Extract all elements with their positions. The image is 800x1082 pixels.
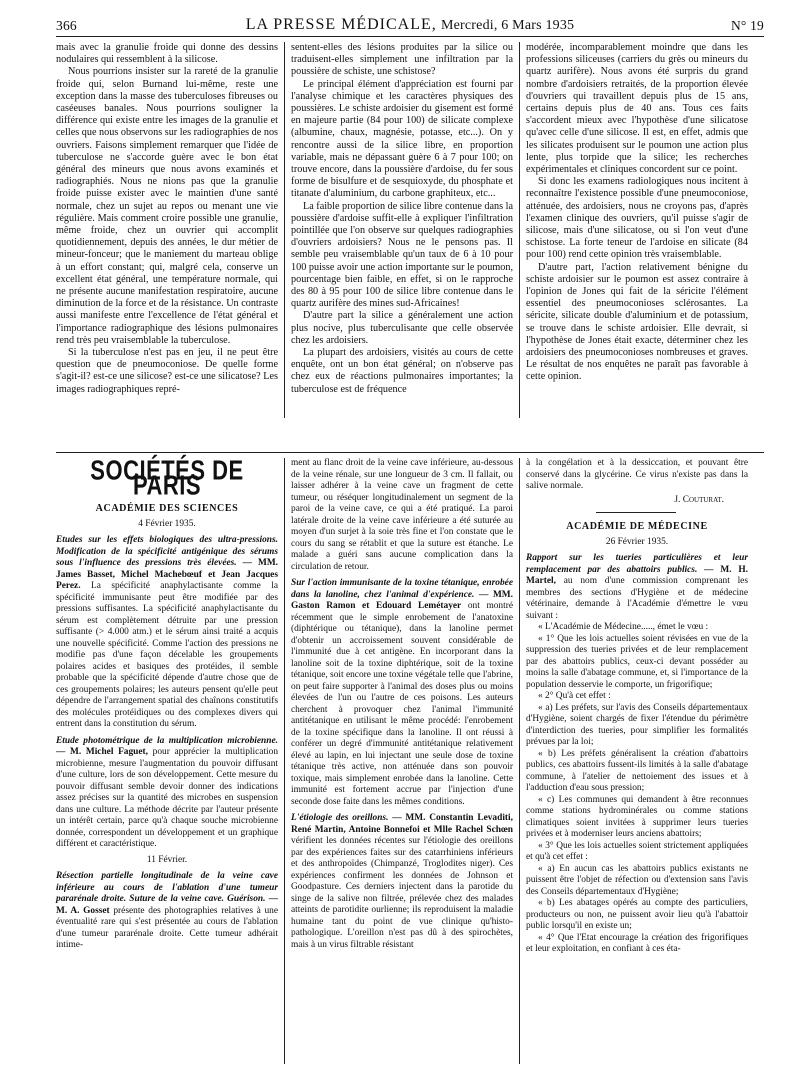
column-divider bbox=[519, 42, 520, 418]
section-title: SOCIÉTÉS DE PARIS bbox=[90, 454, 244, 500]
article-authors: — MM. Gaston Ramon et Edouard Lemétayer bbox=[291, 589, 513, 611]
signature: J. Couturat. bbox=[674, 494, 724, 505]
article-text: La spécificité anaphylactisante comme la spécificité immunisante peut être modifiée par des pressions suffisantes. La spécificité anaphylactisante du sérum est complètement détruite par une pression suffisante (> 4.000 atm.) et le sérum ainsi traité a acquis une nouvelle spécificité. Comme l'action des pressions ne modifie pas d'une façon décelable les groupements polaires acides et basiques des protéides, il semble probable que la spécificité dépende d'autre chose que de ces groupements polaires; les auteurs pensent qu'elle peut dépendre de l'arrangement spatial des chaînons constitutifs des molécules protéidiques ou des complexes divers qui entrent dans la constitution du sérum. bbox=[56, 581, 279, 729]
article-authors: — M. A. Gosset bbox=[56, 894, 279, 916]
article-text: pour apprécier la multiplication microbienne, mesure l'augmentation du pouvoir diffusant d'une culture, lors de son développement. Cette mesure du pouvoir diffusant semble devoir donner des indications assez précises sur la quantité des microbes en suspension dans une culture. La méthode décrite par l'auteur présente un intérêt certain, parce qu'à chaque souche microbienne donnée, correspondent un développement et un graphique différent et caractéristique. bbox=[56, 747, 279, 849]
paragraph: Le principal élément d'appréciation est fourni par l'analyse chimique et les caractères physiques des poussières. Le schiste ardoisier du gisement est formé en majeure partie (84 pour 100) de silicate complexe (albumine, chaux, magnésie, potasse, etc...). On y rencontre aussi de la silice libre, en proportion variable, mais ne dépassant guère 6 à 7 pour 100; on trouve encore, dans la poussière d'ardoise, du fer sous forme de bisulfure et de sesquioxyde, du phosphate et titanate d'aluminium, du carbone graphiteux, etc... bbox=[291, 78, 513, 200]
list-item: « 2° Qu'à cet effet : bbox=[538, 691, 611, 701]
bottom-column-1 bbox=[56, 456, 278, 952]
paragraph: Si donc les examens radiologiques nous incitent à reconnaître l'existence possible d'une pneumoconiose, atténuée, des ardoisiers, nous ne croyons pas, d'après l'examen clinique des ouvriers, qu'il puisse s'agir de silicose, mais d'une silicatose, ou si l'on veut d'une schistose. La forte teneur de l'ardoise en silicate (84 pour 100) rend cette opinion très vraisemblable. bbox=[526, 176, 748, 261]
list-item: « c) Les communes qui demandent à être reconnues comme stations hydrominérales ou comme stations climatiques soient invitées à supprimer leurs tueries privées et à moderniser leurs anciens abattoirs; bbox=[526, 794, 748, 839]
bottom-column-2 bbox=[291, 458, 513, 951]
article-5-continued: à la congélation et à la dessiccation, et pouvant être conservé dans la glycérine. Ce virus n'existe pas dans la salive normale. bbox=[526, 458, 748, 491]
article-text: présente des photographies relatives à une éventualité rare qui s'est présentée au cours de l'ablation d'une tumeur pararénale droite. Cette tumeur adhérait intime- bbox=[56, 905, 278, 950]
header-rule bbox=[56, 36, 764, 37]
article-1 bbox=[526, 553, 748, 622]
article-text: vérifient les données récentes sur l'étiologie des oreillons par des expériences faites sur des catarrhiniens inférieurs et des anthropoïdes (Chimpanzé, Troglodites niger). Ces expériences confirment les données de Johnson et Goodpasture. Ces derniers injectent dans la parotide du singe de la salive non filtrée, prélevée chez des malades atteints de parotidite ourlienne; ils reproduisent la maladie humaine tant du point de vue clinique qu'histo-pathologique. L'oreillon n'est pas dû à des spirochètes, mais à un virus filtrable résistant bbox=[291, 836, 513, 950]
article-2 bbox=[56, 736, 278, 851]
article-authors: — MM. Constantin Levaditi, René Martin, Antoine Bonnefoi et Mlle Rachel Schœn bbox=[291, 813, 513, 835]
column-divider bbox=[284, 458, 285, 1064]
list-item: « b) Les abatages opérés au compte des particuliers, producteurs ou non, ne puissent avoir lieu qu'à l'abattoir public lorsqu'il en existe un; bbox=[526, 898, 748, 931]
article-3-continued: ment au flanc droit de la veine cave inférieure, au-dessous de la veine rénale, sur une longueur de 3 cm. Il fallait, ou laisser adhérer à la veine cave un fragment de cette tumeur, ou réséquer longitudinalement un segment de la paroi de la veine cave, ce qui a été pratiqué. La paroi latérale droite de la veine cave inférieure a été suturée au moyen d'un surjet à la soie très fine et l'on constate que le cours du sang se rétablit et que la suture est étanche. Le malade a guéri sans aucune complication dans la circulation de retour. bbox=[291, 458, 513, 572]
issue-date: Mercredi, 6 Mars 1935 bbox=[440, 18, 575, 33]
paragraph: D'autre part, l'action relativement bénigne du schiste ardoisier sur le poumon est assez contraire à l'opinion de Jones qui fait de la séricite l'élément essentiel des pneumoconioses sclérosantes. La séricite, silicate double d'aluminium et de potassium, se trouve dans le schiste ardoisier. Elle devrait, si l'hypothèse de Jones était exacte, déterminer chez les ardoisiers des pneumoconioses nombreuses et graves. Le résultat de nos enquêtes ne paraît pas favorable à cette opinion. bbox=[526, 261, 748, 383]
list-item: « b) Les préfets généralisent la création d'abattoirs publics, ces abattoirs fussent-ils limités à la salle d'abatage commune, à l'atelier de nettoiement des issues et à l'adduction d'eau sous pression; bbox=[526, 748, 748, 793]
page-number: 366 bbox=[56, 18, 77, 33]
article-text: au nom d'une commission comprenant les membres des sections d'Hygiène et de médecine vétérinaire, demande à l'Académie d'émettre le vœu suivant : bbox=[526, 576, 748, 621]
session-date: 4 Février 1935. bbox=[138, 518, 196, 529]
paragraph: La faible proportion de silice libre contenue dans la poussière d'ardoise suffit-elle à expliquer l'infiltration pointillée que l'on observe sur quelques radiographies d'ouvriers ardoisiers? Nous ne le pensons pas. Il semble peu vraisemblable qu'un taux de 6 à 10 pour 100 puisse avoir une action importante sur le poumon, pourcentage bien faible, en effet, si on le rapproche des 80 à 95 pour 100 de silice libre contenue dans le quartz aurifère des mines sud-Africaines! bbox=[291, 200, 513, 310]
article-authors: — MM. James Basset, Michel Machebœuf et Jean Jacques Perez. bbox=[56, 558, 279, 591]
article-4 bbox=[291, 578, 513, 808]
list-item: « 3° Que les lois actuelles soient strictement appliquées et qu'à cet effet : bbox=[526, 840, 748, 862]
article-title: Etudes sur les effets biologiques des ultra-pressions. Modification de la spécificité antigénique des sérums sous l'influence des pressions très élevées. bbox=[56, 535, 278, 568]
paragraph: modérée, incomparablement moindre que dans les professions siliceuses (carriers du grès ou mineurs du quartz aurifère). Nous avons été surpris du grand nombre d'ardoisiers retraités, de la proportion élevée d'ouvriers qui travaillent depuis plus de 15 ans, certains depuis plus de 40 ans. Tous ces faits s'accordent mieux avec l'hypothèse d'une silicatose qu'avec celle d'une silicose. Il est, en effet, admis que les silicates produisent sur le poumon une action plus lente, plus torpide que la silice; les recherches expérimentales et cliniques concordent sur ce point. bbox=[526, 42, 748, 176]
article-title: Sur l'action immunisante de la toxine tétanique, enrobée dans la lanoline, chez l'animal d'expérience. bbox=[291, 578, 513, 600]
article-title: L'étiologie des oreillons. bbox=[291, 813, 389, 823]
list-item: « a) En aucun cas les abattoirs publics existants ne puissent être l'objet de réfection ou d'extension sans l'avis des Conseils départementaux d'Hygiène; bbox=[526, 863, 748, 897]
journal-title: LA PRESSE MÉDICALE, bbox=[245, 16, 437, 33]
issue-number: N° 19 bbox=[730, 18, 764, 33]
signature-rule bbox=[596, 512, 676, 513]
list-item: « L'Académie de Médecine....., émet le vœu : bbox=[538, 622, 709, 632]
journal-masthead bbox=[56, 16, 764, 34]
session-date: 26 Février 1935. bbox=[605, 536, 669, 547]
article-authors: — M. Michel Faguet, bbox=[56, 747, 149, 757]
column-divider bbox=[519, 458, 520, 1064]
list-item: « 1° Que les lois actuelles soient révisées en vue de la suppression des tueries privées et de leur remplacement par des abattoirs publics, ceux-ci devant posséder au moins la salle d'abatage commune, et, si l'importance de la population desservie le comporte, un frigorifique; bbox=[526, 633, 748, 690]
article-1 bbox=[56, 535, 278, 731]
article-5 bbox=[291, 813, 513, 951]
top-column-1 bbox=[56, 42, 278, 396]
article-text: ont montré récemment que le simple enrobement de l'anatoxine (diphtérique ou tétanique), dans la lanoline permet d'obtenir un accroissement souvent considérable de l'immunité due à cet antigène. En incorporant dans la lanoline soit de la toxine diphtérique, soit de la toxine tétanique, soit encore une toxine végétale telle que l'abrine, on peut faire supporter à l'animal des doses plus ou moins élevées de l'un ou l'autre de ces poisons. Les auteurs cherchent à provoquer chez l'animal l'immunité antitétanique en utilisant le même procédé: l'enrobement de la toxine spécifique dans la lanoline. Il ont réussi à conférer un degré d'immunité antitétanique relativement élevé au lapin, en lui injectant une seule dose de toxine tétanique très active, non atténuée dans son pouvoir toxique, mais simplement enrobée dans la lanoline. Cette immunité est fortement accrue par l'injection d'une seconde dose faite dans les mêmes conditions. bbox=[291, 601, 513, 807]
list-item: « a) Les préfets, sur l'avis des Conseils départementaux d'Hygiène, soient chargés de fixer l'étendue du périmètre d'interdiction des tueries, pour simplifier les formalités prévues par la loi; bbox=[526, 702, 748, 747]
column-divider bbox=[284, 42, 285, 418]
paragraph: La plupart des ardoisiers, visités au cours de cette enquête, ont un bon état général; on n'observe pas chez eux de réactions pulmonaires importantes; la tuberculose est de fréquence bbox=[291, 347, 513, 395]
article-authors: — M. H. Martel, bbox=[526, 564, 748, 586]
top-column-3 bbox=[526, 42, 748, 384]
article-3 bbox=[56, 871, 278, 952]
article-title: Rapport sur les tueries particulières et leur remplacement par des abattoirs publics. bbox=[526, 553, 748, 575]
article-title: Résection partielle longitudinale de la veine cave inférieure au cours de l'ablation d'une tumeur pararénale droite. Suture de la veine cave. Guérison. bbox=[56, 871, 278, 904]
academy-heading: ACADÉMIE DE MÉDECINE bbox=[566, 521, 708, 532]
session-date: 11 Février. bbox=[146, 854, 188, 865]
bottom-column-3 bbox=[526, 458, 748, 956]
paragraph: D'autre part la silice a généralement une action plus nocive, plus tuberculisante que celle observée chez les ardoisiers. bbox=[291, 310, 513, 346]
article-title: Etude photométrique de la multiplication microbienne. bbox=[56, 735, 278, 746]
academy-heading: ACADÉMIE DES SCIENCES bbox=[95, 503, 239, 514]
top-column-2 bbox=[291, 42, 513, 396]
paragraph: mais avec la granulie froide qui donne des dessins nodulaires qui ressemblent à la silicose. bbox=[56, 42, 278, 66]
paragraph: Si la tuberculose n'est pas en jeu, il ne peut être question que de pneumoconiose. De quelle forme s'agit-il? est-ce une silicose? est-ce une silicatose? Les images radiographiques repré- bbox=[56, 347, 278, 395]
section-rule bbox=[56, 452, 764, 453]
list-item: « 4° Que l'Etat encourage la création des frigorifiques et leur exploitation, en confiant à ces éta- bbox=[526, 932, 748, 954]
page-header bbox=[56, 14, 764, 36]
paragraph: sentent-elles des lésions produites par la silice ou traduisent-elles simplement une infiltration par la poussière de schiste, une schistose? bbox=[291, 42, 513, 78]
paragraph: Nous pourrions insister sur la rareté de la granulie froide qui, selon Burnand lui-même, reste une exception dans la masse des tuberculoses fibreuses ou caséeuses banales. Nous pourrions souligner la différence qui existe entre les images de la granulie et celles que nous observons sur les radiographies de nos ouvriers. Faisons simplement remarquer que l'idée de tuberculose ne s'accorde guère avec le bon état général des mineurs que nous avons examinés et radiographiés. Nous ne nions pas que la granulie froide puisse exister avec le maintien d'une santé normale, chez un sujet au repos ou menant une vie régulière. Mais comment croire possible une granulie, même froide, chez un ouvrier qui accomplit quotidiennement, depuis des années, le dur métier de mineur-fonceur; que le maniement du marteau oblige à un effort constant; qui, malgré cela, conserve un excellent état général, une température normale, qui ne présente aucune manifestation respiratoire, aucune diminution de la force et de la résistance. Un contraste aussi manifeste entre l'excellence de l'état général et l'importance radiographique des lésions pulmonaires rend très peu vraisemblable la tuberculose. bbox=[56, 66, 278, 346]
